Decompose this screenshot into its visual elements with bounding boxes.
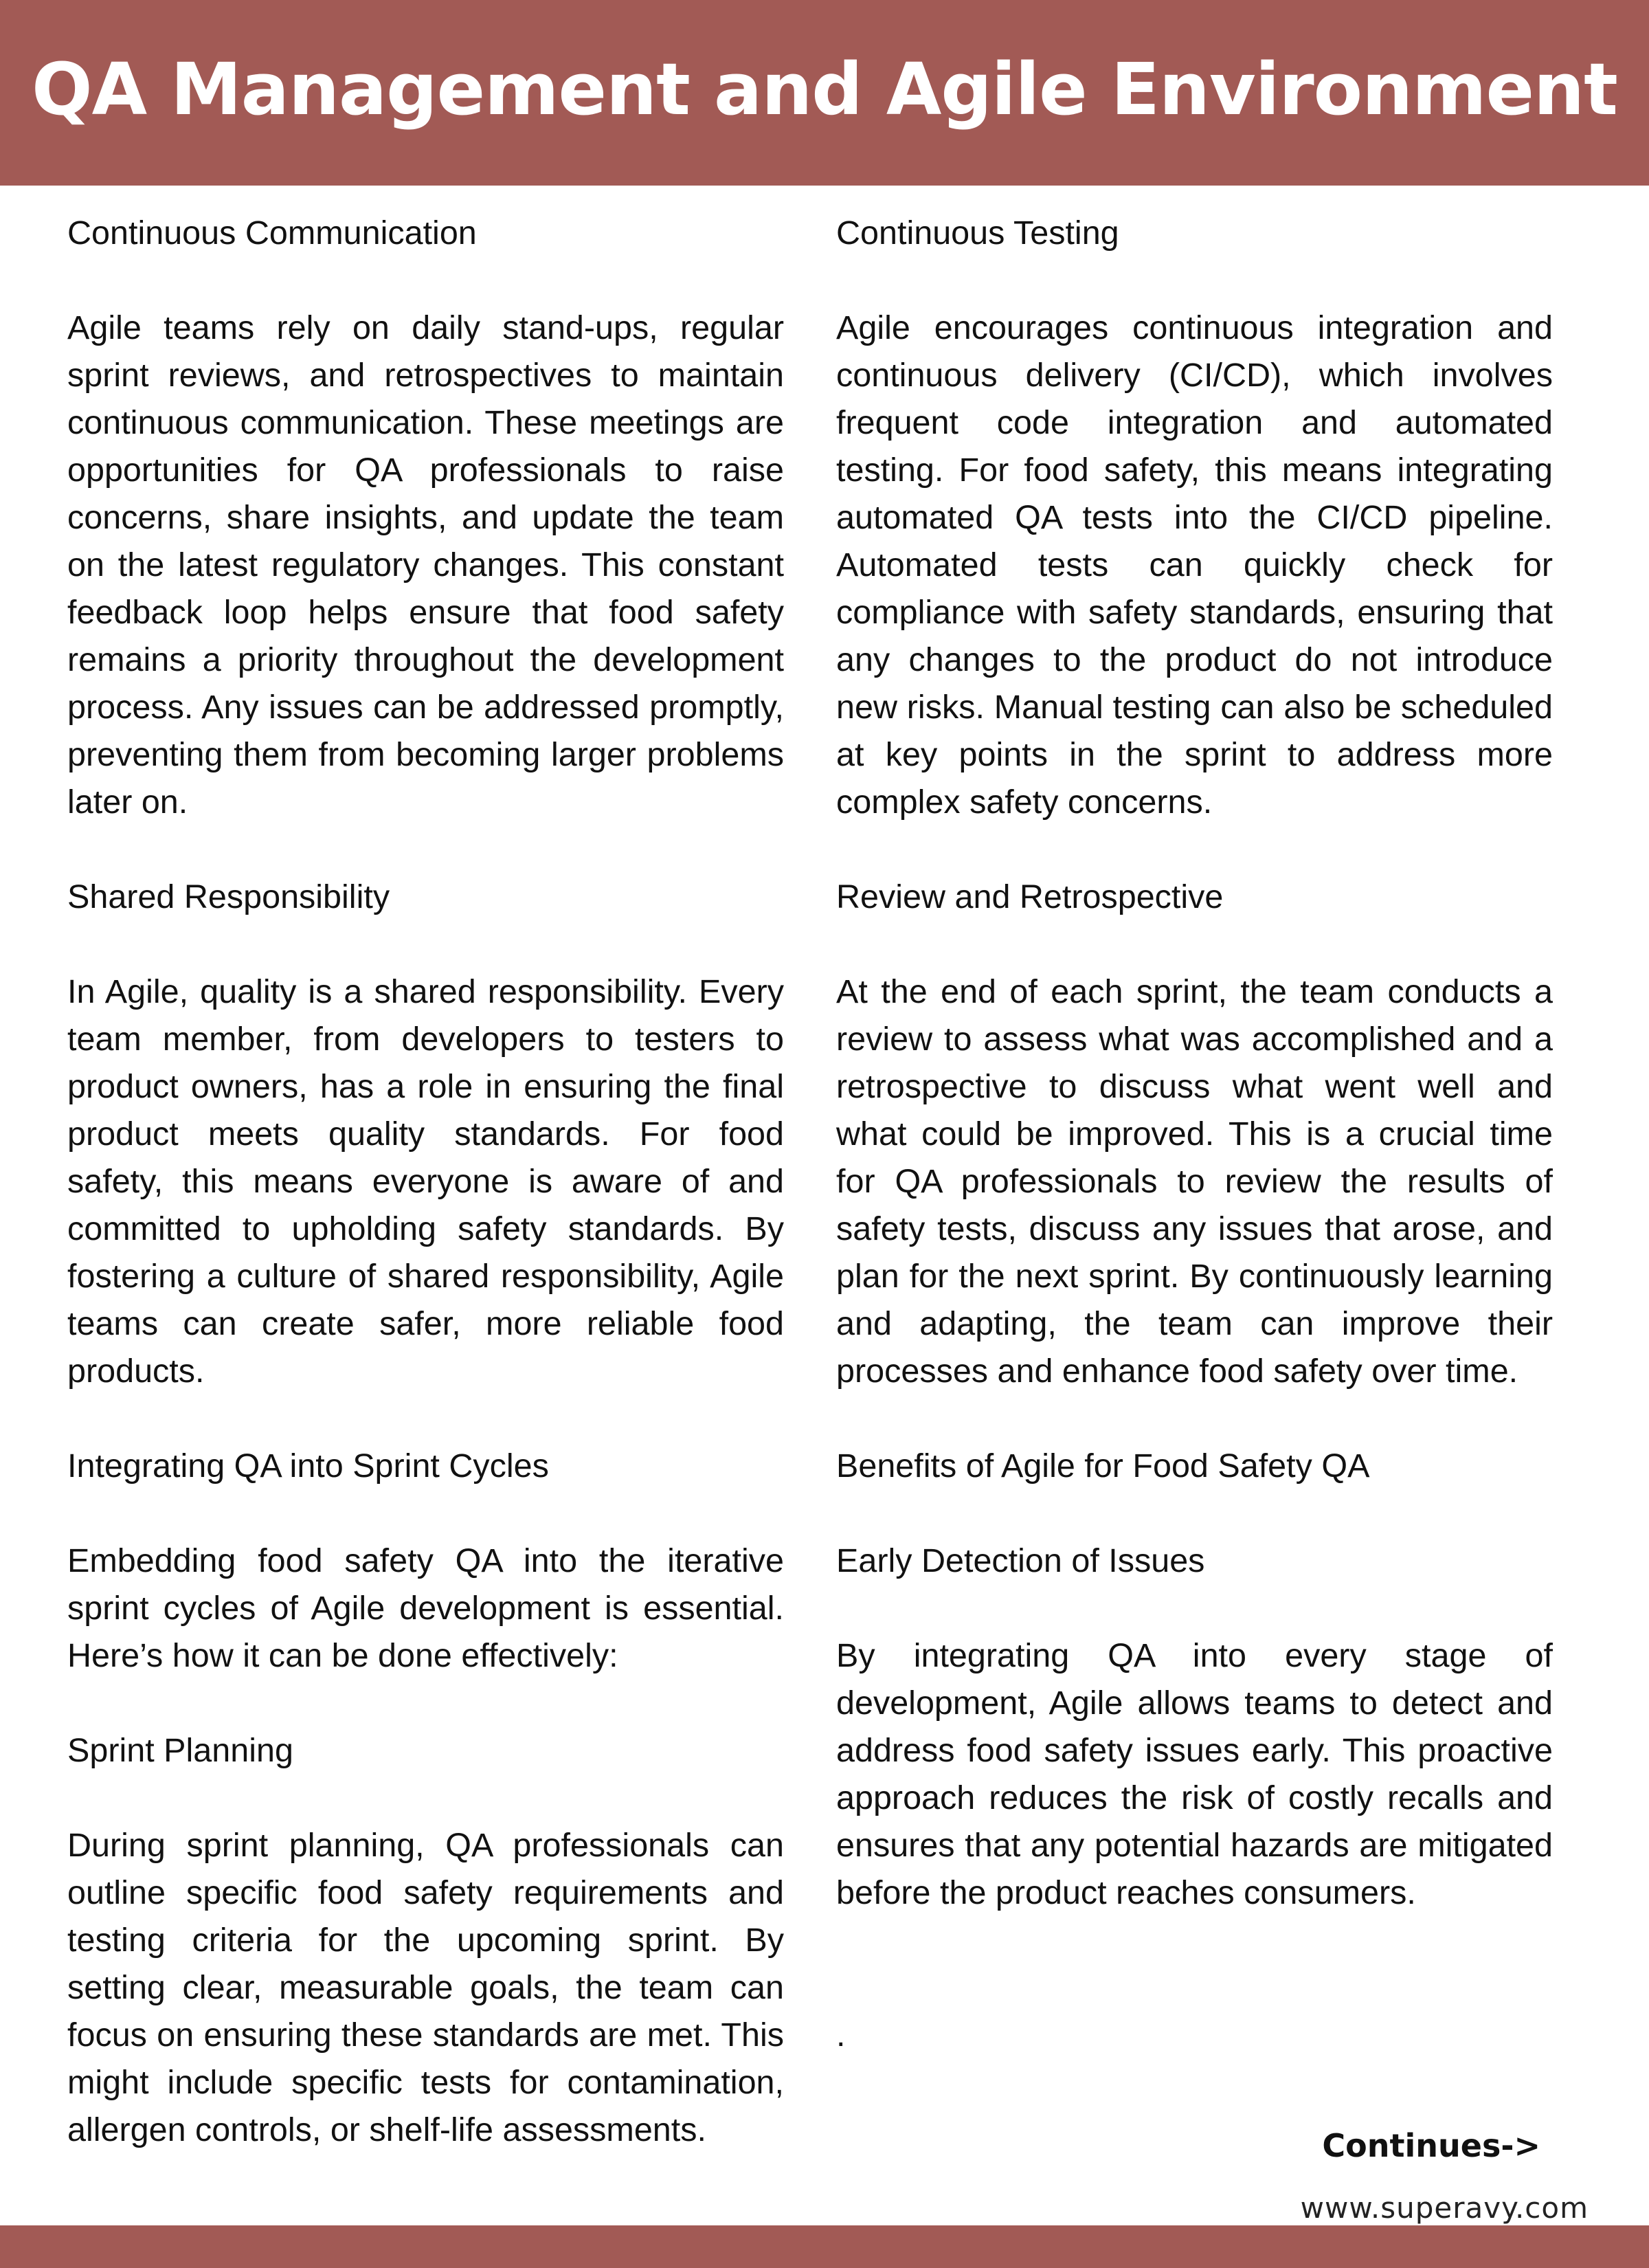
website-url: www.superavy.com [1300, 2191, 1589, 2225]
spacer [67, 1395, 784, 1443]
trailing-dot: . [836, 2016, 846, 2054]
section-text-shared-responsibility: In Agile, quality is a shared responsibility. Every team member, from developers to testers to product owners, has a role in ensuring the final product meets quality standards. For food safety, this means everyone is aware of and committed to upholding safety standards. By fostering a culture of shared responsibility, Agile teams can create safer, more reliable food products. [67, 973, 784, 1390]
spacer [836, 826, 1553, 874]
section-heading-continuous-communication: Continuous Communication [67, 214, 477, 252]
page-title: QA Management and Agile Environment [32, 47, 1617, 131]
section-text-continuous-testing: Agile encourages continuous integration and continuous delivery (CI/CD), which involves frequent code integration and automated testing. For food safety, this means integrating automated QA tests into the CI/CD pipeline. Automated tests can quickly check for compliance with safety standards, ensuring that any changes to the product do not introduce new risks. Manual testing can also be scheduled at key points in the sprint to address more complex safety concerns. [836, 309, 1553, 821]
footer-bar [0, 2225, 1649, 2268]
spacer [836, 1395, 1553, 1443]
left-column [67, 210, 784, 2154]
spacer [67, 826, 784, 874]
right-column [836, 210, 1553, 2059]
section-heading-early-detection: Early Detection of Issues [836, 1542, 1205, 1579]
spacer [836, 1917, 1553, 1964]
section-heading-integrating-qa: Integrating QA into Sprint Cycles [67, 1447, 549, 1485]
spacer [836, 1585, 1553, 1632]
section-heading-sprint-planning: Sprint Planning [67, 1732, 293, 1769]
section-text-early-detection: By integrating QA into every stage of development, Agile allows teams to detect and address food safety issues early. This proactive approach reduces the risk of costly recalls and ensures that any potential hazards are mitigated before the product reaches consumers. [836, 1637, 1553, 1911]
section-heading-shared-responsibility: Shared Responsibility [67, 878, 390, 915]
spacer [836, 1490, 1553, 1537]
section-text-review-retrospective: At the end of each sprint, the team conducts a review to assess what was accomplished and a retrospective to discuss what went well and what could be improved. This is a crucial time for QA professionals to review the results of safety tests, discuss any issues that arose, and plan for the next sprint. By continuously learning and adapting, the team can improve their processes and enhance food safety over time. [836, 973, 1553, 1390]
spacer [836, 921, 1553, 968]
section-heading-review-retrospective: Review and Retrospective [836, 878, 1224, 915]
spacer [67, 1490, 784, 1537]
spacer [67, 921, 784, 968]
spacer [836, 1964, 1553, 2012]
continues-label: Continues-> [1322, 2127, 1540, 2164]
spacer [836, 257, 1553, 304]
section-text-continuous-communication: Agile teams rely on daily stand-ups, regular sprint reviews, and retrospectives to maintain continuous communication. These meetings are opportunities for QA professionals to raise concerns, share insights, and update the team on the latest regulatory changes. This constant feedback loop helps ensure that food safety remains a priority throughout the development process. Any issues can be addressed promptly, preventing them from becoming larger problems later on. [67, 309, 784, 821]
spacer [67, 1775, 784, 1822]
spacer [67, 1680, 784, 1727]
section-text-sprint-planning: During sprint planning, QA professionals can outline specific food safety requirements and testing criteria for the upcoming sprint. By setting clear, measurable goals, the team can focus on ensuring these standards are met. This might include specific tests for contamination, allergen controls, or shelf-life assessments. [67, 1827, 784, 2148]
section-heading-continuous-testing: Continuous Testing [836, 214, 1119, 252]
spacer [67, 257, 784, 304]
section-heading-benefits: Benefits of Agile for Food Safety QA [836, 1447, 1370, 1485]
section-text-integrating-qa: Embedding food safety QA into the iterative sprint cycles of Agile development is essential. Here’s how it can be done effectively: [67, 1542, 784, 1674]
page-header [0, 0, 1649, 186]
